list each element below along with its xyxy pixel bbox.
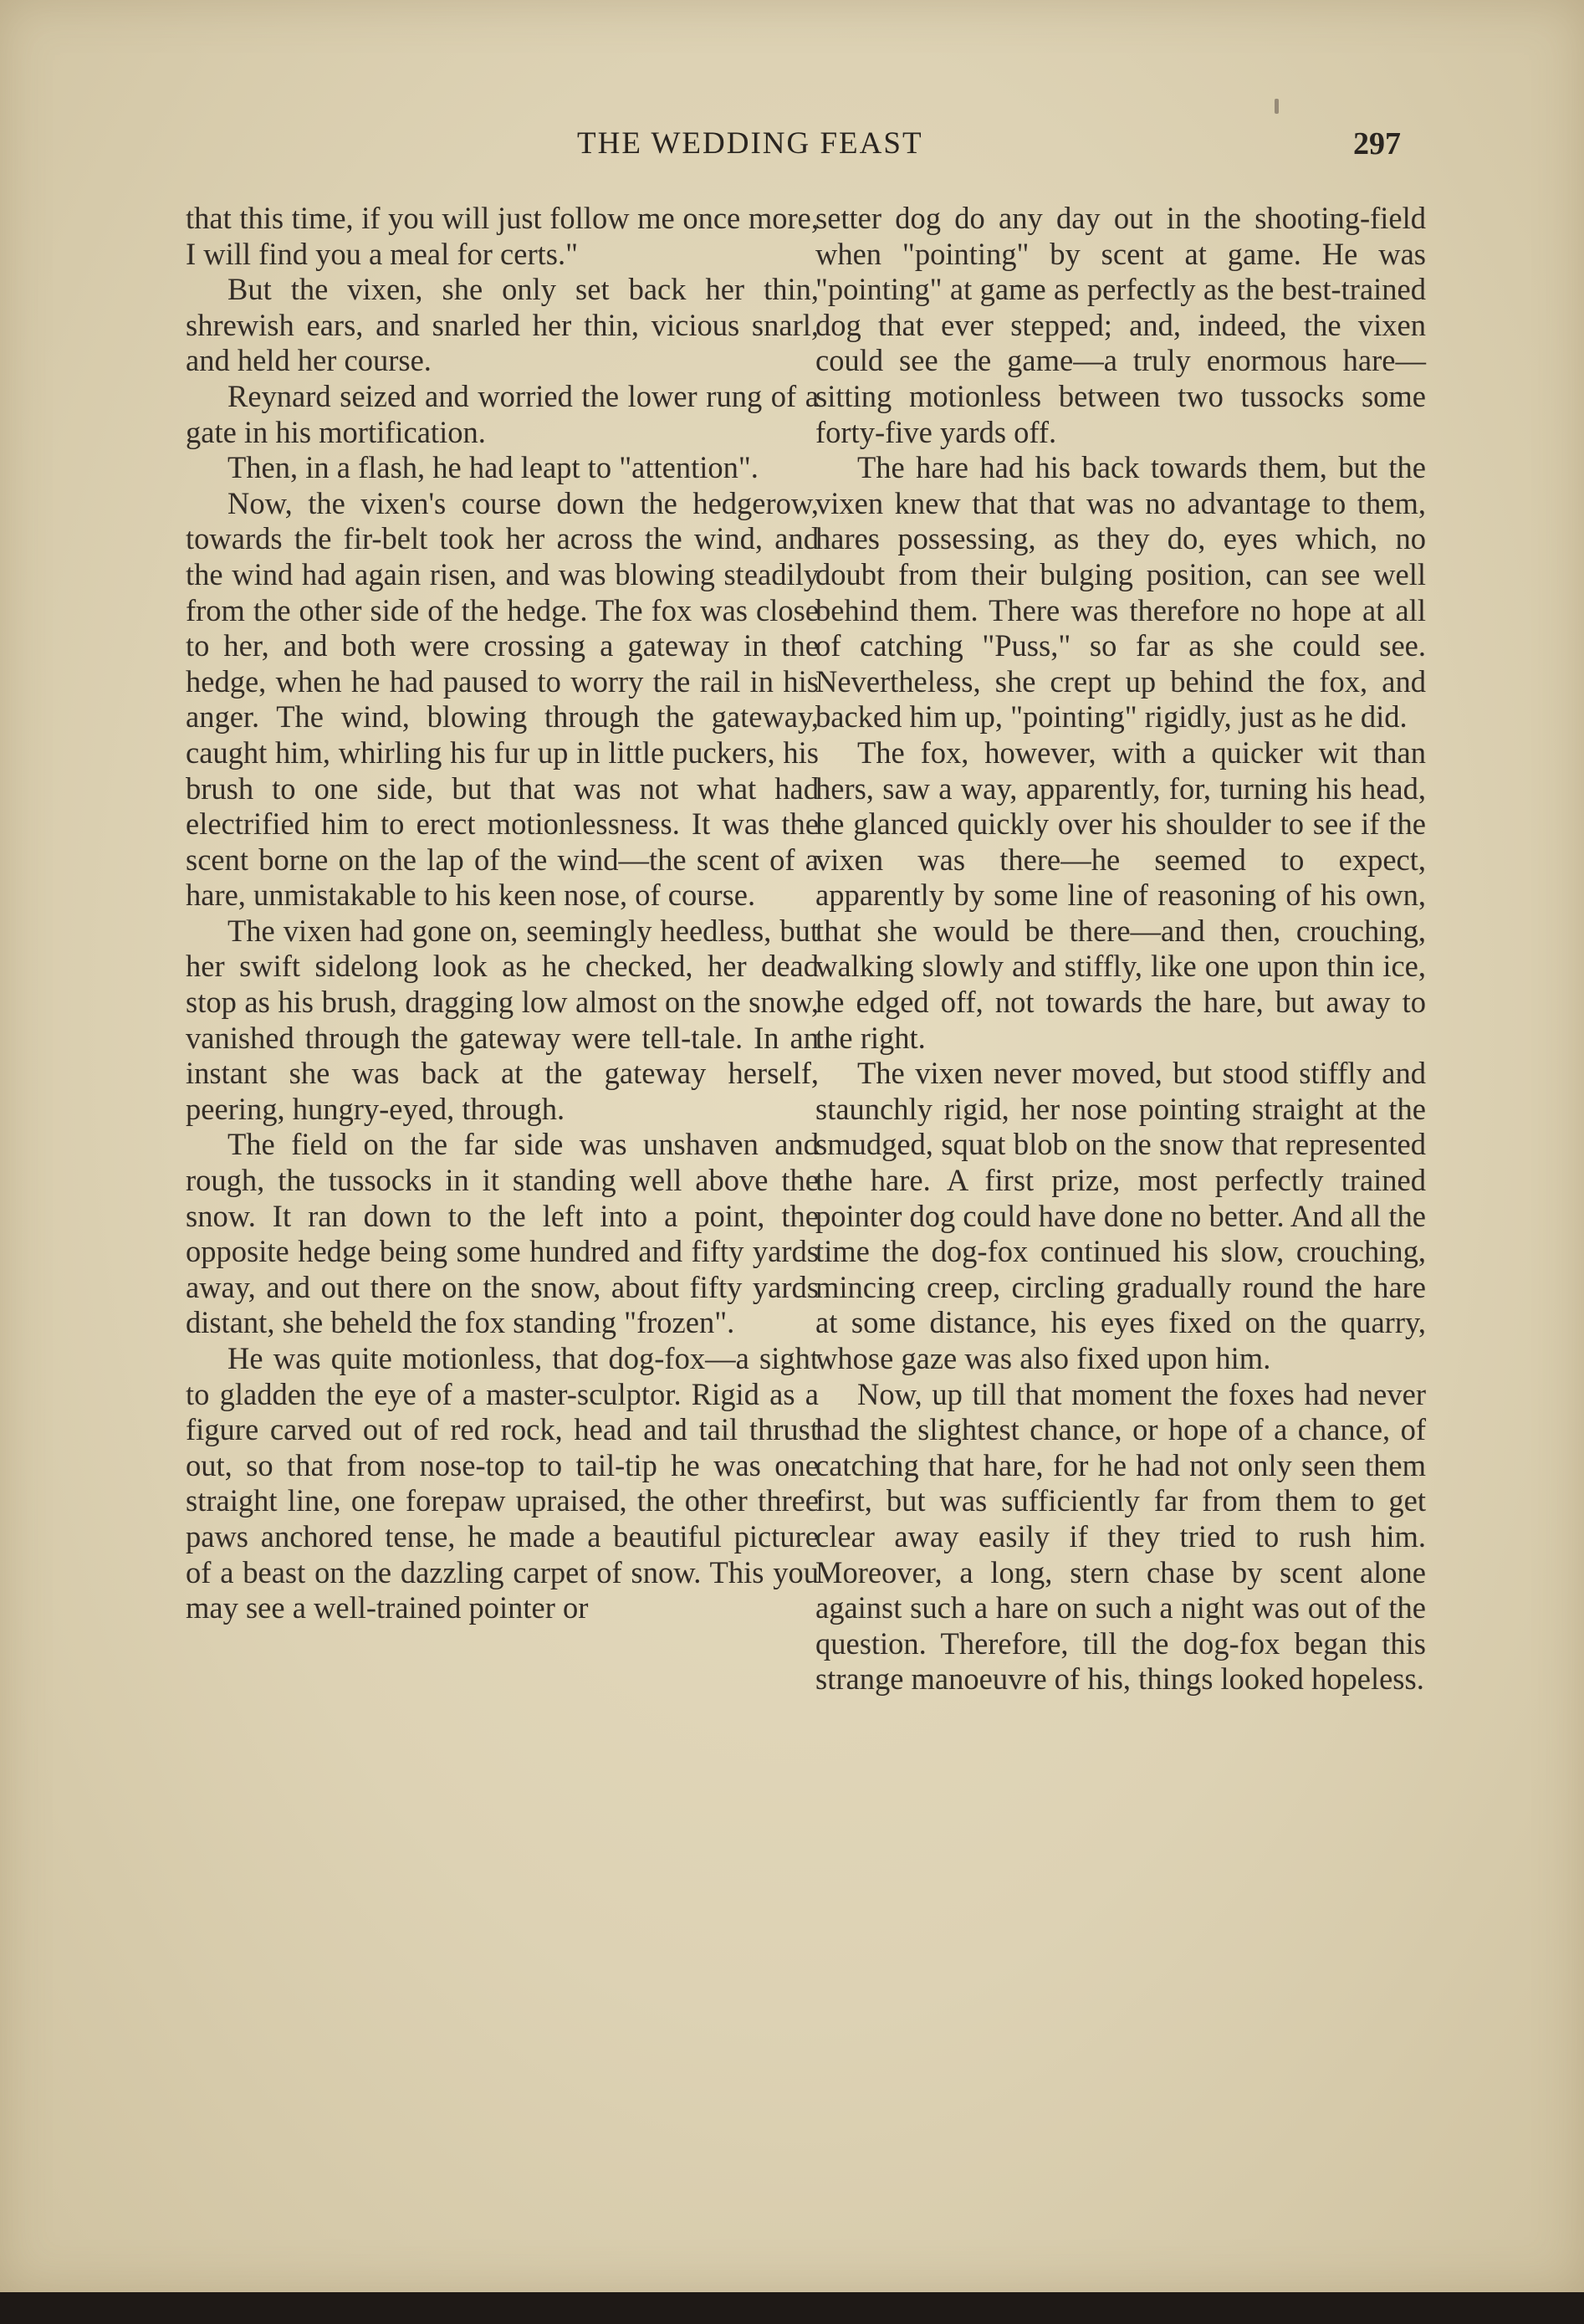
paragraph: setter dog do any day out in the shooting-field when "pointing" by scent at game. He was "pointing" at game as perfectly as the best-trained dog that ever stepped; and, indeed, the vixen could see the game—a truly enormous hare—sitting motionless between two tussocks some forty-five yards off. <box>815 201 1426 449</box>
left-column <box>186 201 819 1626</box>
paragraph: Reynard seized and worried the lower rung of a gate in his mortification. <box>186 378 819 449</box>
paragraph: Now, the vixen's course down the hedgerow, towards the fir-belt took her across the wind, and the wind had again risen, and was blowing steadily from the other side of the hedge. The fox was close to her, and both were crossing a gateway in the hedge, when he had paused to worry the rail in his anger. The wind, blowing through the gateway, caught him, whirling his fur up in little puckers, his brush to one side, but that was not what had electrified him to erect motionlessness. It was the scent borne on the lap of the wind—the scent of a hare, unmistakable to his keen nose, of course. <box>186 485 819 913</box>
paragraph: The vixen never moved, but stood stiffly and staunchly rigid, her nose pointing straight at the smudged, squat blob on the snow that represented the hare. A first prize, most perfectly trained pointer dog could have done no better. And all the time the dog-fox continued his slow, crouching, mincing creep, circling gradually round the hare at some distance, his eyes fixed on the quarry, whose gaze was also fixed upon him. <box>815 1056 1426 1375</box>
paragraph: He was quite motionless, that dog-fox—a sight to gladden the eye of a master-sculptor. Rigid as a figure carved out of red rock, head and tail thrust out, so that from nose-top to tail-tip he was one straight line, one forepaw upraised, the other three paws anchored tense, he made a beautiful picture of a beast on the dazzling carpet of snow. This you may see a well-trained pointer or <box>186 1341 819 1625</box>
paragraph: Now, up till that moment the foxes had never had the slightest chance, or hope of a chance, of catching that hare, for he had not only seen them first, but was sufficiently far from them to get clear away easily if they tried to rush him. Moreover, a long, stern chase by scent alone against such a hare on such a night was out of the question. Therefore, till the dog-fox began this strange manoeuvre of his, things looked hopeless. <box>815 1376 1426 1697</box>
paragraph: Then, in a flash, he had leapt to "attention". <box>227 450 759 485</box>
page-header <box>0 125 1584 176</box>
page-number: 297 <box>1353 126 1401 161</box>
running-title: THE WEDDING FEAST <box>577 126 923 161</box>
right-column <box>815 201 1426 1697</box>
scan-edge <box>0 2292 1584 2324</box>
paragraph: The field on the far side was unshaven and rough, the tussocks in it standing well above the snow. It ran down to the left into a point, the opposite hedge being some hundred and fifty yards away, and out there on the snow, about fifty yards distant, she beheld the fox standing "frozen". <box>186 1127 819 1340</box>
paragraph: The fox, however, with a quicker wit than hers, saw a way, apparently, for, turning his head, he glanced quickly over his shoulder to see if the vixen was there—he seemed to expect, apparently by some line of reasoning of his own, that she would be there—and then, crouching, walking slowly and stiffly, like one upon thin ice, he edged off, not towards the hare, but away to the right. <box>815 735 1426 1055</box>
paragraph: The hare had his back towards them, but the vixen knew that that was no advantage to them, hares possessing, as they do, eyes which, no doubt from their bulging position, can see well behind them. There was therefore no hope at all of catching "Puss," so far as she could see. Nevertheless, she crept up behind the fox, and backed him up, "pointing" rigidly, just as he did. <box>815 450 1426 735</box>
paragraph: But the vixen, she only set back her thin, shrewish ears, and snarled her thin, vicious snarl, and held her course. <box>186 272 819 378</box>
paragraph: that this time, if you will just follow me once more, I will find you a meal for certs." <box>186 201 819 271</box>
ink-smudge <box>1275 99 1279 114</box>
paragraph: The vixen had gone on, seemingly heedless, but her swift sidelong look as he checked, her dead stop as his brush, dragging low almost on the snow, vanished through the gateway were tell-tale. In an instant she was back at the gateway herself, peering, hungry-eyed, through. <box>186 913 819 1126</box>
